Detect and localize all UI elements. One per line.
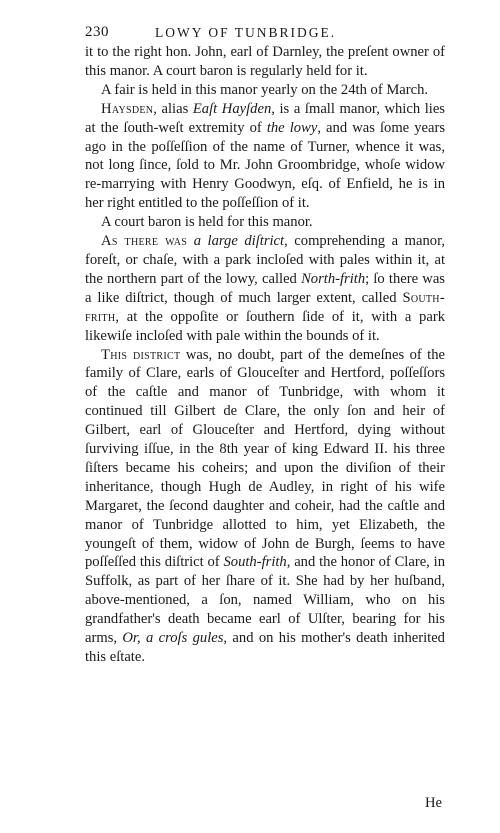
text-run: , and was ſome years ago in the poſſeſſion of the name of Turner, whence it was, not long ſince, ſold to Mr. John Groombridge, whoſe widow re-marrying with Henry Goodwyn, eſq. of Enfield, he is in her right entitled to the poſſeſſion of it. — [85, 119, 446, 212]
text-run: , and on his mother's death inherited this eſtate. — [85, 630, 445, 665]
small-caps-text: Haysden — [101, 100, 154, 117]
text-run: , and the honor of Clare, in Suffolk, as part of her ſhare of it. She had by her huſband, above-mentioned, a ſon, named William, who on his grandfather's death became earl of Ulſter, bearing for his arms, — [85, 554, 445, 647]
text-run: A fair is held in this manor yearly on the 24th of March. — [101, 81, 429, 98]
text-run: it to the right hon. John, earl of Darnley, the preſent owner of this manor. A court baron is regularly held for it. — [85, 44, 445, 79]
body-text — [85, 43, 445, 667]
text-run: , at the oppoſite or ſouthern ſide of it, with a park likewiſe incloſed with pale within the bounds of it. — [85, 308, 445, 344]
italic-text: a large diſtrict — [193, 233, 285, 250]
paragraph — [85, 213, 445, 232]
small-caps-text: This district — [101, 346, 181, 363]
text-run: A court baron is held for this manor. — [101, 214, 313, 231]
italic-text: Eaſt Hayſden — [192, 100, 272, 117]
paragraph — [85, 232, 445, 345]
text-run: , comprehending a manor, foreſt, or chaſe, with a park incloſed with pales within it, at the northern part of the lowy, called — [85, 233, 445, 287]
italic-text: Or, a croſs gules — [122, 630, 224, 647]
small-caps-text: As there was — [101, 233, 188, 250]
paragraph — [85, 346, 445, 667]
italic-text: North-frith — [301, 270, 366, 287]
text-run: ; ſo there was a like diſtrict, though of much larger extent, called — [85, 270, 445, 306]
running-title: LOWY OF TUNBRIDGE. — [155, 25, 337, 40]
text-run: was, no doubt, part of the demeſnes of the family of Clare, earls of Glouceſter and Hertford, poſſeſſors of the caſtle and manor of Tunbridge, with whom it continued till Gilbert de Clare, the only ſon and heir of Gilbert, earl of Glouceſter and Hertford, dying without ſurviving iſſue, in the 8th year of king Edward II. his three ſiſters became his coheirs; and upon the diviſion of their inheritance, though Hugh de Audley, in right of his wife Margaret, the ſecond daughter and coheir, had the caſtle and manor of Tunbridge allotted to him, yet Elizabeth, the youngeſt of them, widow of John de Burgh, ſeems to have poſſeſſed this diſtrict of — [85, 346, 445, 571]
small-caps-text: South-frith — [85, 289, 445, 325]
paragraph — [85, 81, 445, 100]
text-run: , alias — [153, 100, 193, 117]
text-run: , is a ſmall manor, which lies at the ſouth-weſt extremity of — [85, 100, 445, 136]
catchword: He — [425, 795, 443, 811]
paragraph — [85, 43, 445, 81]
page-header — [85, 24, 445, 42]
page-number: 230 — [85, 24, 109, 40]
italic-text: the lowy — [266, 119, 318, 136]
italic-text: South-frith — [223, 554, 287, 571]
paragraph — [85, 100, 445, 213]
